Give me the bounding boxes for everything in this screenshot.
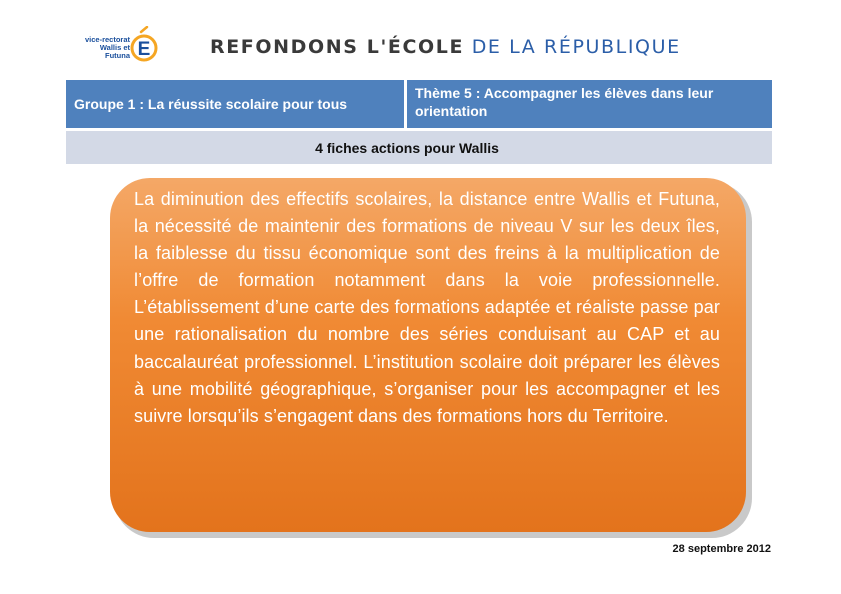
logo-line-2: Wallis et Futuna	[99, 43, 130, 60]
text-box-paragraph: La diminution des effectifs scolaires, la distance entre Wallis et Futuna, la nécessité de maintenir des formations de niveau V sur les deux îles, la faiblesse du tissu économique sont des freins à la multiplication de l’offre de formation notamment dans la voie professionnelle. L’établissement d’une carte des formations adaptée et réaliste passe par une rationalisation du nombre des séries conduisant au CAP et au baccalauréat professionnel. L’institution scolaire doit préparer les élèves à une mobilité géographique, s’organiser pour les accompagner et les suivre lorsqu’ils s’engagent dans des formations hors du Territoire.	[134, 189, 720, 426]
banner-title-part-2: DE LA RÉPUBLIQUE	[464, 36, 681, 58]
orange-text-box	[110, 178, 746, 532]
logo-text	[76, 36, 130, 60]
group-cell: Groupe 1 : La réussite scolaire pour tous	[66, 80, 407, 128]
svg-text:E: E	[137, 39, 151, 60]
header-row	[66, 80, 772, 128]
logo-line-1: vice-rectorat	[84, 35, 130, 44]
footer-date: 28 septembre 2012	[672, 543, 771, 555]
vice-rectorat-logo	[76, 26, 158, 66]
banner-title	[210, 36, 681, 58]
logo-e-icon	[130, 26, 158, 66]
banner-title-part-1: REFONDONS L'ÉCOLE	[210, 36, 465, 58]
theme-cell: Thème 5 : Accompagner les élèves dans leur orientation	[415, 85, 714, 119]
subtitle-row: 4 fiches actions pour Wallis	[66, 131, 772, 164]
